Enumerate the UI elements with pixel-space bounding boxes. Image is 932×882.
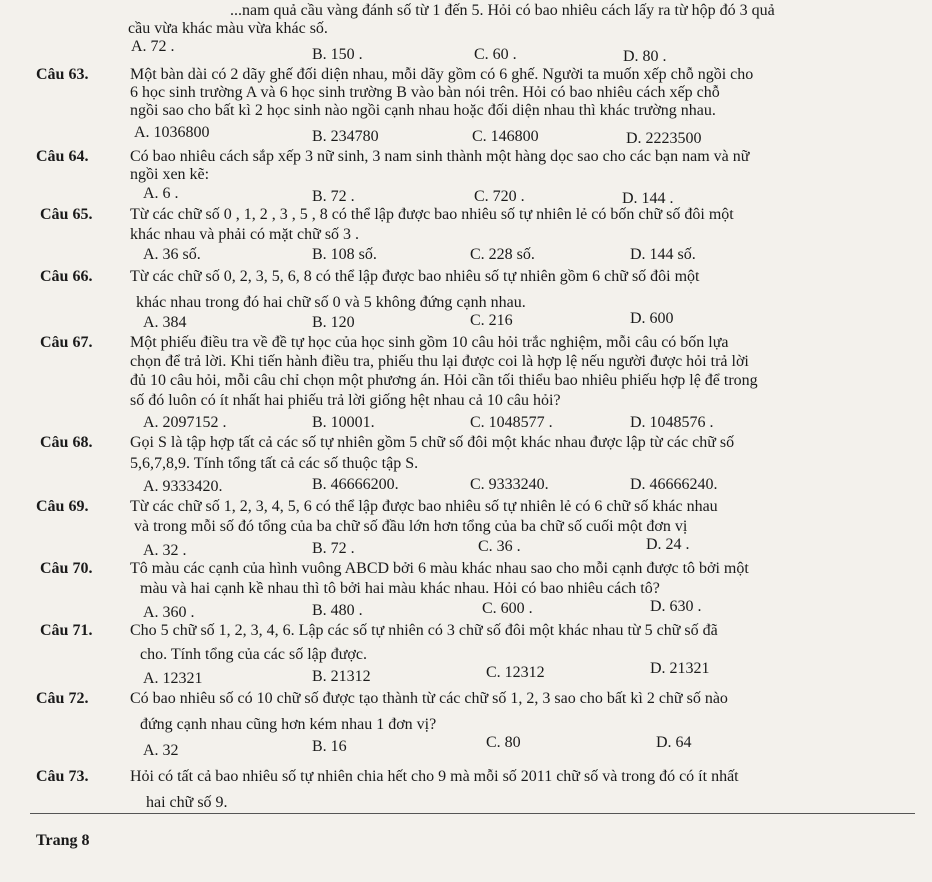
question-text: hai chữ số 9.: [146, 794, 228, 811]
option-a: A. 2097152 .: [143, 414, 227, 431]
top-option-b: B. 150 .: [312, 46, 363, 63]
question-label: Câu 70.: [40, 560, 93, 577]
question-text: màu và hai cạnh kề nhau thì tô bởi hai màu khác nhau. Hỏi có bao nhiêu cách tô?: [140, 580, 660, 597]
option-a: A. 1036800: [134, 124, 210, 141]
top-option-a: A. 72 .: [131, 38, 175, 55]
question-text: 5,6,7,8,9. Tính tổng tất cả các số thuộc tập S.: [130, 455, 419, 472]
question-text: Có bao nhiêu cách sắp xếp 3 nữ sinh, 3 nam sinh thành một hàng dọc sao cho các bạn nam và nữ: [130, 148, 750, 165]
option-c: C. 146800: [472, 128, 539, 145]
question-text: khác nhau trong đó hai chữ số 0 và 5 không đứng cạnh nhau.: [136, 294, 526, 311]
option-c: C. 36 .: [478, 538, 521, 555]
question-text: đứng cạnh nhau cũng hơn kém nhau 1 đơn vị?: [140, 716, 437, 733]
option-b: B. 72 .: [312, 188, 355, 205]
question-text: chọn để trả lời. Khi tiến hành điều tra, phiếu thu lại được coi là hợp lệ nếu người được hỏi trả lời: [130, 353, 749, 370]
option-c: C. 1048577 .: [470, 414, 553, 431]
question-label: Câu 64.: [36, 148, 89, 165]
question-text: đủ 10 câu hỏi, mỗi câu chỉ chọn một phương án. Hỏi cần tối thiểu bao nhiêu phiếu hợp lệ để trong: [130, 372, 758, 389]
question-text: số đó luôn có ít nhất hai phiếu trả lời giống hệt nhau cả 10 câu hỏi?: [130, 392, 561, 409]
question-text: cho. Tính tổng của các số lập được.: [140, 646, 367, 663]
question-text: và trong mỗi số đó tổng của ba chữ số đầu lớn hơn tổng của ba chữ số cuối một đơn vị: [134, 518, 688, 535]
question-text: ngồi sao cho bất kì 2 học sinh nào ngồi cạnh nhau hoặc đối diện nhau thì khác trường nhau.: [130, 102, 716, 119]
question-text: Tô màu các cạnh của hình vuông ABCD bởi 6 màu khác nhau sao cho mỗi cạnh được tô bởi một: [130, 560, 749, 577]
option-a: A. 36 số.: [143, 246, 201, 263]
question-text: 6 học sinh trường A và 6 học sinh trường B vào bàn nói trên. Hỏi có bao nhiêu cách xếp chỗ: [130, 84, 720, 101]
option-d: D. 2223500: [626, 130, 702, 147]
question-text: ngồi xen kẽ:: [130, 166, 210, 183]
question-text: Hỏi có tất cả bao nhiêu số tự nhiên chia hết cho 9 mà mỗi số 2011 chữ số và trong đó có ít nhất: [130, 768, 739, 785]
question-text: Một bàn dài có 2 dãy ghế đối diện nhau, mỗi dãy gồm có 6 ghế. Người ta muốn xếp chỗ ngồi cho: [130, 66, 754, 83]
option-b: B. 108 số.: [312, 246, 377, 263]
option-b: B. 16: [312, 738, 347, 755]
option-a: A. 12321: [143, 670, 203, 687]
option-c: C. 228 số.: [470, 246, 535, 263]
option-d: D. 144 .: [622, 190, 674, 207]
option-c: C. 12312: [486, 664, 545, 681]
option-d: D. 64: [656, 734, 692, 751]
option-a: A. 384: [143, 314, 187, 331]
option-a: A. 32: [143, 742, 179, 759]
page-number: Trang 8: [36, 832, 90, 849]
question-text: Một phiếu điều tra về đề tự học của học sinh gồm 10 câu hỏi trắc nghiệm, mỗi câu có bốn lựa: [130, 334, 729, 351]
option-c: C. 720 .: [474, 188, 525, 205]
option-b: B. 480 .: [312, 602, 363, 619]
option-b: B. 120: [312, 314, 355, 331]
option-c: C. 9333240.: [470, 476, 549, 493]
option-a: A. 32 .: [143, 542, 187, 559]
question-text: Cho 5 chữ số 1, 2, 3, 4, 6. Lập các số tự nhiên có 3 chữ số đôi một khác nhau từ 5 chữ số đã: [130, 622, 718, 639]
question-label: Câu 71.: [40, 622, 93, 639]
option-a: A. 6 .: [143, 185, 179, 202]
option-d: D. 144 số.: [630, 246, 696, 263]
question-label: Câu 66.: [40, 268, 93, 285]
question-label: Câu 73.: [36, 768, 89, 785]
top-line-2: cầu vừa khác màu vừa khác số.: [128, 20, 328, 37]
option-d: D. 24 .: [646, 536, 690, 553]
question-label: Câu 68.: [40, 434, 93, 451]
question-label: Câu 69.: [36, 498, 89, 515]
option-d: D. 630 .: [650, 598, 702, 615]
option-b: B. 21312: [312, 668, 371, 685]
option-d: D. 1048576 .: [630, 414, 714, 431]
top-option-c: C. 60 .: [474, 46, 517, 63]
question-text: khác nhau và phải có mặt chữ số 3 .: [130, 226, 360, 243]
option-b: B. 234780: [312, 128, 379, 145]
option-a: A. 360 .: [143, 604, 195, 621]
option-d: D. 21321: [650, 660, 710, 677]
question-label: Câu 72.: [36, 690, 89, 707]
question-text: Từ các chữ số 1, 2, 3, 4, 5, 6 có thể lập được bao nhiêu số tự nhiên lẻ có 6 chữ số khác nhau: [130, 498, 718, 515]
question-text: Từ các chữ số 0, 2, 3, 5, 6, 8 có thể lập được bao nhiêu số tự nhiên gồm 6 chữ số đôi một: [130, 268, 700, 285]
option-a: A. 9333420.: [143, 478, 223, 495]
option-b: B. 10001.: [312, 414, 375, 431]
question-text: Từ các chữ số 0 , 1, 2 , 3 , 5 , 8 có thể lập được bao nhiêu số tự nhiên lẻ có bốn chữ số đôi một: [130, 206, 734, 223]
option-d: D. 600: [630, 310, 674, 327]
question-label: Câu 65.: [40, 206, 93, 223]
question-label: Câu 67.: [40, 334, 93, 351]
option-c: C. 216: [470, 312, 513, 329]
question-text: Có bao nhiêu số có 10 chữ số được tạo thành từ các chữ số 1, 2, 3 sao cho bất kì 2 chữ số nào: [130, 690, 728, 707]
question-label: Câu 63.: [36, 66, 89, 83]
option-c: C. 80: [486, 734, 521, 751]
top-line-1: ...nam quả cầu vàng đánh số từ 1 đến 5. Hỏi có bao nhiêu cách lấy ra từ hộp đó 3 quả: [230, 2, 775, 19]
question-text: Gọi S là tập hợp tất cả các số tự nhiên gồm 5 chữ số đôi một khác nhau được lập từ các chữ số: [130, 434, 735, 451]
option-b: B. 72 .: [312, 540, 355, 557]
option-c: C. 600 .: [482, 600, 533, 617]
top-option-d: D. 80 .: [623, 48, 667, 65]
footer-divider: [30, 813, 915, 814]
option-b: B. 46666200.: [312, 476, 399, 493]
option-d: D. 46666240.: [630, 476, 718, 493]
